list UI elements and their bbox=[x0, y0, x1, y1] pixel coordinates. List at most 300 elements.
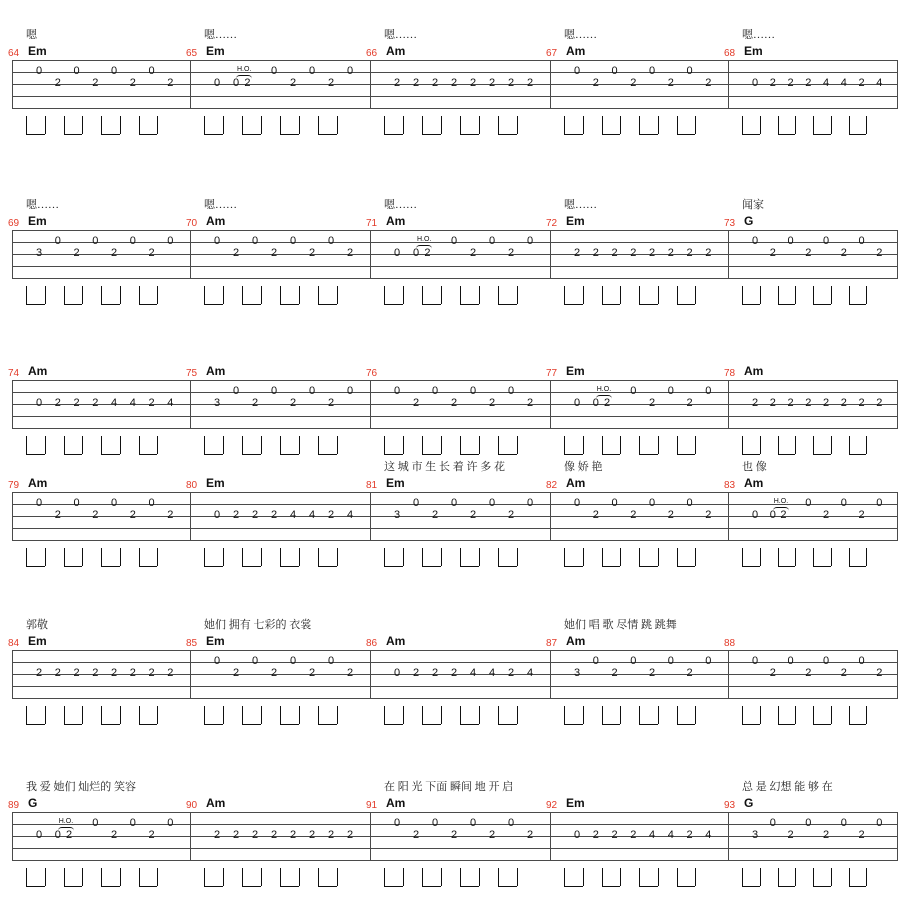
tab-note: 2 bbox=[508, 247, 515, 259]
tab-note: 2 bbox=[686, 247, 693, 259]
rhythm-beam bbox=[564, 304, 583, 305]
tab-note: 0 bbox=[752, 509, 759, 521]
rhythm-stem bbox=[602, 286, 603, 304]
tab-note: 2 bbox=[214, 829, 221, 841]
staff-line bbox=[12, 60, 898, 61]
tab-note: 0 bbox=[252, 655, 259, 667]
rhythm-stem bbox=[658, 116, 659, 134]
rhythm-beam bbox=[602, 566, 621, 567]
tab-note: 4 bbox=[309, 509, 316, 521]
rhythm-beam bbox=[498, 724, 517, 725]
rhythm-stem bbox=[831, 706, 832, 724]
tab-note: 0 bbox=[129, 817, 136, 829]
rhythm-stem bbox=[157, 116, 158, 134]
rhythm-stem bbox=[120, 116, 121, 134]
rhythm-stem bbox=[602, 706, 603, 724]
rhythm-stem bbox=[695, 548, 696, 566]
rhythm-beam bbox=[498, 454, 517, 455]
rhythm-stem bbox=[658, 548, 659, 566]
tab-note: 4 bbox=[167, 397, 174, 409]
tab-note: 2 bbox=[769, 667, 776, 679]
tab-note: 2 bbox=[705, 247, 712, 259]
rhythm-beam bbox=[742, 566, 760, 567]
rhythm-stem bbox=[795, 868, 796, 886]
rhythm-stem bbox=[564, 286, 565, 304]
tab-note: 2 bbox=[54, 397, 61, 409]
measure-number: 80 bbox=[186, 480, 198, 491]
tab-note: 0 bbox=[73, 497, 80, 509]
tab-note: 0 bbox=[54, 235, 61, 247]
rhythm-stem bbox=[441, 548, 442, 566]
rhythm-stem bbox=[318, 868, 319, 886]
tab-note: 0 bbox=[667, 385, 674, 397]
barline-end bbox=[897, 812, 898, 860]
tab-note: 2 bbox=[527, 397, 534, 409]
tab-note: 2 bbox=[347, 667, 354, 679]
rhythm-beam bbox=[64, 724, 83, 725]
rhythm-stem bbox=[26, 548, 27, 566]
rhythm-stem bbox=[120, 706, 121, 724]
rhythm-stem bbox=[658, 868, 659, 886]
rhythm-stem bbox=[695, 286, 696, 304]
rhythm-stem bbox=[403, 868, 404, 886]
barline-end bbox=[897, 650, 898, 698]
rhythm-stem bbox=[422, 116, 423, 134]
barline bbox=[728, 812, 729, 860]
tab-note: 0 bbox=[413, 247, 420, 259]
tab-note: 0 bbox=[574, 65, 581, 77]
tab-note: 2 bbox=[858, 509, 865, 521]
barline bbox=[550, 60, 551, 108]
tab-note: 2 bbox=[630, 247, 637, 259]
tab-note: 2 bbox=[233, 247, 240, 259]
measure-number: 68 bbox=[724, 48, 736, 59]
staff-line bbox=[12, 428, 898, 429]
rhythm-stem bbox=[242, 286, 243, 304]
tab-note: 2 bbox=[649, 667, 656, 679]
tab-note: 3 bbox=[394, 509, 401, 521]
tab-note: 2 bbox=[167, 77, 174, 89]
rhythm-stem bbox=[223, 436, 224, 454]
tab-note: 0 bbox=[129, 235, 136, 247]
rhythm-stem bbox=[45, 548, 46, 566]
rhythm-stem bbox=[242, 548, 243, 566]
rhythm-stem bbox=[280, 868, 281, 886]
tab-note: 0 bbox=[394, 247, 401, 259]
rhythm-beam bbox=[639, 134, 658, 135]
rhythm-stem bbox=[498, 868, 499, 886]
tab-note: 2 bbox=[432, 509, 439, 521]
chord-symbol: Am bbox=[566, 634, 586, 648]
rhythm-beam bbox=[602, 724, 621, 725]
rhythm-stem bbox=[261, 868, 262, 886]
rhythm-beam bbox=[813, 566, 831, 567]
chord-symbol: Am bbox=[566, 476, 586, 490]
tab-note: 3 bbox=[36, 247, 43, 259]
rhythm-stem bbox=[620, 548, 621, 566]
chord-symbol: G bbox=[28, 796, 38, 810]
rhythm-stem bbox=[101, 868, 102, 886]
rhythm-stem bbox=[64, 706, 65, 724]
rhythm-stem bbox=[795, 436, 796, 454]
measure-number: 76 bbox=[366, 368, 378, 379]
tab-note: 2 bbox=[787, 829, 794, 841]
rhythm-stem bbox=[120, 436, 121, 454]
tab-note: 2 bbox=[508, 667, 515, 679]
rhythm-stem bbox=[479, 548, 480, 566]
lyric-line: 嗯…… bbox=[204, 199, 237, 211]
rhythm-stem bbox=[866, 548, 867, 566]
tab-note: 0 bbox=[451, 497, 458, 509]
tab-note: 2 bbox=[787, 77, 794, 89]
lyric-line: 总 是 幻想 能 够 在 bbox=[742, 781, 833, 793]
tab-note: 0 bbox=[769, 509, 776, 521]
rhythm-beam bbox=[849, 134, 867, 135]
rhythm-beam bbox=[742, 454, 760, 455]
tab-note: 2 bbox=[592, 509, 599, 521]
tab-note: 0 bbox=[574, 397, 581, 409]
hammer-on-label: H.O. bbox=[58, 818, 74, 825]
staff-line bbox=[12, 540, 898, 541]
tab-note: 2 bbox=[805, 667, 812, 679]
rhythm-beam bbox=[204, 724, 223, 725]
rhythm-beam bbox=[778, 724, 796, 725]
tab-note: 2 bbox=[92, 667, 99, 679]
tab-note: 2 bbox=[328, 829, 335, 841]
tab-note: 0 bbox=[451, 235, 458, 247]
rhythm-stem bbox=[866, 436, 867, 454]
chord-symbol: Am bbox=[744, 476, 764, 490]
tab-note: 0 bbox=[36, 829, 43, 841]
lyric-line: 闻家 bbox=[742, 199, 764, 211]
rhythm-stem bbox=[139, 436, 140, 454]
rhythm-beam bbox=[422, 454, 441, 455]
rhythm-stem bbox=[157, 436, 158, 454]
lyric-line: 嗯 bbox=[26, 29, 37, 41]
rhythm-stem bbox=[742, 706, 743, 724]
tab-note: 3 bbox=[214, 397, 221, 409]
rhythm-stem bbox=[620, 286, 621, 304]
rhythm-stem bbox=[242, 436, 243, 454]
staff-line bbox=[12, 698, 898, 699]
rhythm-stem bbox=[242, 706, 243, 724]
rhythm-beam bbox=[101, 134, 120, 135]
tab-note: 0 bbox=[508, 385, 515, 397]
tab-note: 4 bbox=[470, 667, 477, 679]
tab-note: 2 bbox=[527, 829, 534, 841]
rhythm-stem bbox=[498, 548, 499, 566]
chord-symbol: Em bbox=[386, 476, 405, 490]
barline bbox=[370, 60, 371, 108]
staff-line bbox=[12, 516, 898, 517]
rhythm-beam bbox=[280, 134, 299, 135]
tab-note: 2 bbox=[92, 509, 99, 521]
chord-symbol: Em bbox=[566, 214, 585, 228]
rhythm-stem bbox=[658, 706, 659, 724]
rhythm-stem bbox=[498, 706, 499, 724]
rhythm-stem bbox=[602, 436, 603, 454]
rhythm-beam bbox=[677, 304, 696, 305]
rhythm-stem bbox=[795, 548, 796, 566]
rhythm-stem bbox=[677, 286, 678, 304]
rhythm-beam bbox=[742, 304, 760, 305]
rhythm-stem bbox=[101, 436, 102, 454]
rhythm-beam bbox=[26, 134, 45, 135]
measure-number: 82 bbox=[546, 480, 558, 491]
measure-number: 85 bbox=[186, 638, 198, 649]
rhythm-stem bbox=[460, 286, 461, 304]
measure-number: 87 bbox=[546, 638, 558, 649]
tab-note: 0 bbox=[36, 65, 43, 77]
measure-number: 84 bbox=[8, 638, 20, 649]
rhythm-stem bbox=[695, 116, 696, 134]
rhythm-beam bbox=[280, 304, 299, 305]
rhythm-beam bbox=[460, 134, 479, 135]
staff-line bbox=[12, 528, 898, 529]
rhythm-stem bbox=[639, 286, 640, 304]
tab-note: 2 bbox=[129, 509, 136, 521]
tab-note: 2 bbox=[876, 397, 883, 409]
measure-number: 64 bbox=[8, 48, 20, 59]
tab-note: 2 bbox=[271, 829, 278, 841]
tab-note: 2 bbox=[686, 667, 693, 679]
measure-number: 72 bbox=[546, 218, 558, 229]
tab-note: 2 bbox=[432, 667, 439, 679]
staff-line bbox=[12, 812, 898, 813]
rhythm-beam bbox=[139, 454, 158, 455]
staff-line bbox=[12, 686, 898, 687]
rhythm-stem bbox=[441, 436, 442, 454]
rhythm-stem bbox=[583, 706, 584, 724]
tab-note: 0 bbox=[805, 817, 812, 829]
rhythm-beam bbox=[422, 566, 441, 567]
rhythm-stem bbox=[620, 868, 621, 886]
tab-note: 0 bbox=[592, 397, 599, 409]
barline bbox=[190, 650, 191, 698]
rhythm-beam bbox=[242, 886, 261, 887]
rhythm-stem bbox=[639, 868, 640, 886]
rhythm-stem bbox=[831, 868, 832, 886]
rhythm-beam bbox=[498, 886, 517, 887]
rhythm-beam bbox=[639, 304, 658, 305]
rhythm-stem bbox=[64, 548, 65, 566]
staff-line bbox=[12, 492, 898, 493]
rhythm-beam bbox=[64, 454, 83, 455]
rhythm-stem bbox=[82, 706, 83, 724]
chord-symbol: Am bbox=[744, 364, 764, 378]
rhythm-beam bbox=[460, 724, 479, 725]
rhythm-stem bbox=[849, 548, 850, 566]
rhythm-stem bbox=[82, 436, 83, 454]
rhythm-beam bbox=[813, 304, 831, 305]
rhythm-stem bbox=[564, 868, 565, 886]
rhythm-stem bbox=[120, 548, 121, 566]
tab-note: 0 bbox=[574, 829, 581, 841]
measure-number: 66 bbox=[366, 48, 378, 59]
rhythm-beam bbox=[101, 886, 120, 887]
tab-note: 2 bbox=[328, 77, 335, 89]
rhythm-stem bbox=[778, 286, 779, 304]
measure-number: 65 bbox=[186, 48, 198, 59]
tab-note: 0 bbox=[92, 817, 99, 829]
rhythm-beam bbox=[384, 566, 403, 567]
tab-note: 2 bbox=[451, 77, 458, 89]
rhythm-stem bbox=[460, 868, 461, 886]
rhythm-beam bbox=[602, 454, 621, 455]
barline-end bbox=[897, 230, 898, 278]
measure-number: 88 bbox=[724, 638, 736, 649]
lyric-line: 嗯…… bbox=[384, 199, 417, 211]
rhythm-stem bbox=[318, 706, 319, 724]
rhythm-stem bbox=[778, 436, 779, 454]
rhythm-stem bbox=[384, 286, 385, 304]
rhythm-stem bbox=[677, 706, 678, 724]
tab-note: 3 bbox=[752, 829, 759, 841]
rhythm-beam bbox=[813, 454, 831, 455]
rhythm-stem bbox=[261, 706, 262, 724]
rhythm-stem bbox=[120, 868, 121, 886]
staff-line bbox=[12, 108, 898, 109]
rhythm-beam bbox=[813, 724, 831, 725]
rhythm-stem bbox=[795, 286, 796, 304]
rhythm-stem bbox=[849, 706, 850, 724]
tab-note: 2 bbox=[470, 509, 477, 521]
tab-note: 0 bbox=[611, 65, 618, 77]
staff-line bbox=[12, 824, 898, 825]
staff-line bbox=[12, 254, 898, 255]
rhythm-beam bbox=[742, 134, 760, 135]
rhythm-stem bbox=[299, 548, 300, 566]
rhythm-stem bbox=[695, 706, 696, 724]
rhythm-stem bbox=[299, 868, 300, 886]
tab-note: 2 bbox=[840, 397, 847, 409]
rhythm-stem bbox=[139, 116, 140, 134]
rhythm-beam bbox=[64, 134, 83, 135]
rhythm-beam bbox=[318, 304, 337, 305]
tab-note: 2 bbox=[92, 397, 99, 409]
tab-note: 0 bbox=[111, 65, 118, 77]
rhythm-stem bbox=[204, 436, 205, 454]
rhythm-beam bbox=[384, 134, 403, 135]
tab-note: 0 bbox=[214, 655, 221, 667]
tab-note: 0 bbox=[787, 655, 794, 667]
rhythm-stem bbox=[157, 548, 158, 566]
tab-note: 2 bbox=[630, 829, 637, 841]
tab-note: 2 bbox=[148, 397, 155, 409]
rhythm-beam bbox=[242, 724, 261, 725]
rhythm-beam bbox=[778, 454, 796, 455]
rhythm-stem bbox=[441, 706, 442, 724]
rhythm-beam bbox=[139, 886, 158, 887]
tab-note: 0 bbox=[214, 235, 221, 247]
rhythm-beam bbox=[498, 566, 517, 567]
barline bbox=[12, 812, 13, 860]
rhythm-beam bbox=[26, 886, 45, 887]
rhythm-beam bbox=[242, 566, 261, 567]
rhythm-stem bbox=[384, 116, 385, 134]
rhythm-stem bbox=[460, 436, 461, 454]
measure-number: 83 bbox=[724, 480, 736, 491]
tab-note: 2 bbox=[148, 829, 155, 841]
rhythm-stem bbox=[26, 116, 27, 134]
barline-end bbox=[897, 380, 898, 428]
rhythm-stem bbox=[813, 436, 814, 454]
tab-note: 2 bbox=[574, 247, 581, 259]
tab-note: 2 bbox=[36, 667, 43, 679]
rhythm-stem bbox=[64, 436, 65, 454]
rhythm-stem bbox=[384, 868, 385, 886]
rhythm-stem bbox=[223, 286, 224, 304]
rhythm-beam bbox=[242, 134, 261, 135]
rhythm-stem bbox=[64, 868, 65, 886]
tab-note: 0 bbox=[347, 65, 354, 77]
rhythm-beam bbox=[849, 454, 867, 455]
measure-number: 81 bbox=[366, 480, 378, 491]
staff-line bbox=[12, 662, 898, 663]
tab-note: 2 bbox=[489, 397, 496, 409]
tab-note: 2 bbox=[271, 667, 278, 679]
rhythm-beam bbox=[813, 886, 831, 887]
barline bbox=[190, 812, 191, 860]
rhythm-beam bbox=[280, 454, 299, 455]
rhythm-stem bbox=[517, 548, 518, 566]
barline bbox=[728, 492, 729, 540]
barline bbox=[550, 650, 551, 698]
rhythm-stem bbox=[866, 868, 867, 886]
rhythm-beam bbox=[318, 134, 337, 135]
tab-note: 2 bbox=[858, 397, 865, 409]
tab-note: 2 bbox=[432, 77, 439, 89]
tab-note: 0 bbox=[111, 497, 118, 509]
rhythm-beam bbox=[318, 454, 337, 455]
rhythm-stem bbox=[64, 286, 65, 304]
tab-note: 2 bbox=[347, 247, 354, 259]
rhythm-stem bbox=[441, 868, 442, 886]
rhythm-stem bbox=[778, 116, 779, 134]
barline bbox=[190, 60, 191, 108]
tab-note: 0 bbox=[148, 65, 155, 77]
rhythm-stem bbox=[517, 868, 518, 886]
rhythm-stem bbox=[778, 868, 779, 886]
rhythm-stem bbox=[64, 116, 65, 134]
tab-note: 0 bbox=[592, 655, 599, 667]
tab-note: 4 bbox=[705, 829, 712, 841]
tab-note: 0 bbox=[752, 655, 759, 667]
measure-number: 69 bbox=[8, 218, 20, 229]
tab-note: 0 bbox=[36, 497, 43, 509]
rhythm-beam bbox=[204, 454, 223, 455]
tab-note: 4 bbox=[649, 829, 656, 841]
rhythm-stem bbox=[778, 706, 779, 724]
tab-note: 2 bbox=[508, 509, 515, 521]
rhythm-beam bbox=[139, 134, 158, 135]
lyric-line: 这 城 市 生 长 着 许 多 花 bbox=[384, 461, 505, 473]
rhythm-beam bbox=[849, 724, 867, 725]
tab-note: 2 bbox=[111, 247, 118, 259]
tab-note: 2 bbox=[858, 829, 865, 841]
rhythm-stem bbox=[742, 286, 743, 304]
tab-note: 2 bbox=[54, 509, 61, 521]
rhythm-stem bbox=[760, 706, 761, 724]
tab-note: 3 bbox=[574, 667, 581, 679]
tab-note: 0 bbox=[394, 667, 401, 679]
rhythm-stem bbox=[403, 436, 404, 454]
rhythm-stem bbox=[82, 286, 83, 304]
rhythm-beam bbox=[498, 134, 517, 135]
tab-note: 2 bbox=[309, 829, 316, 841]
rhythm-stem bbox=[422, 548, 423, 566]
tab-note: 0 bbox=[290, 655, 297, 667]
